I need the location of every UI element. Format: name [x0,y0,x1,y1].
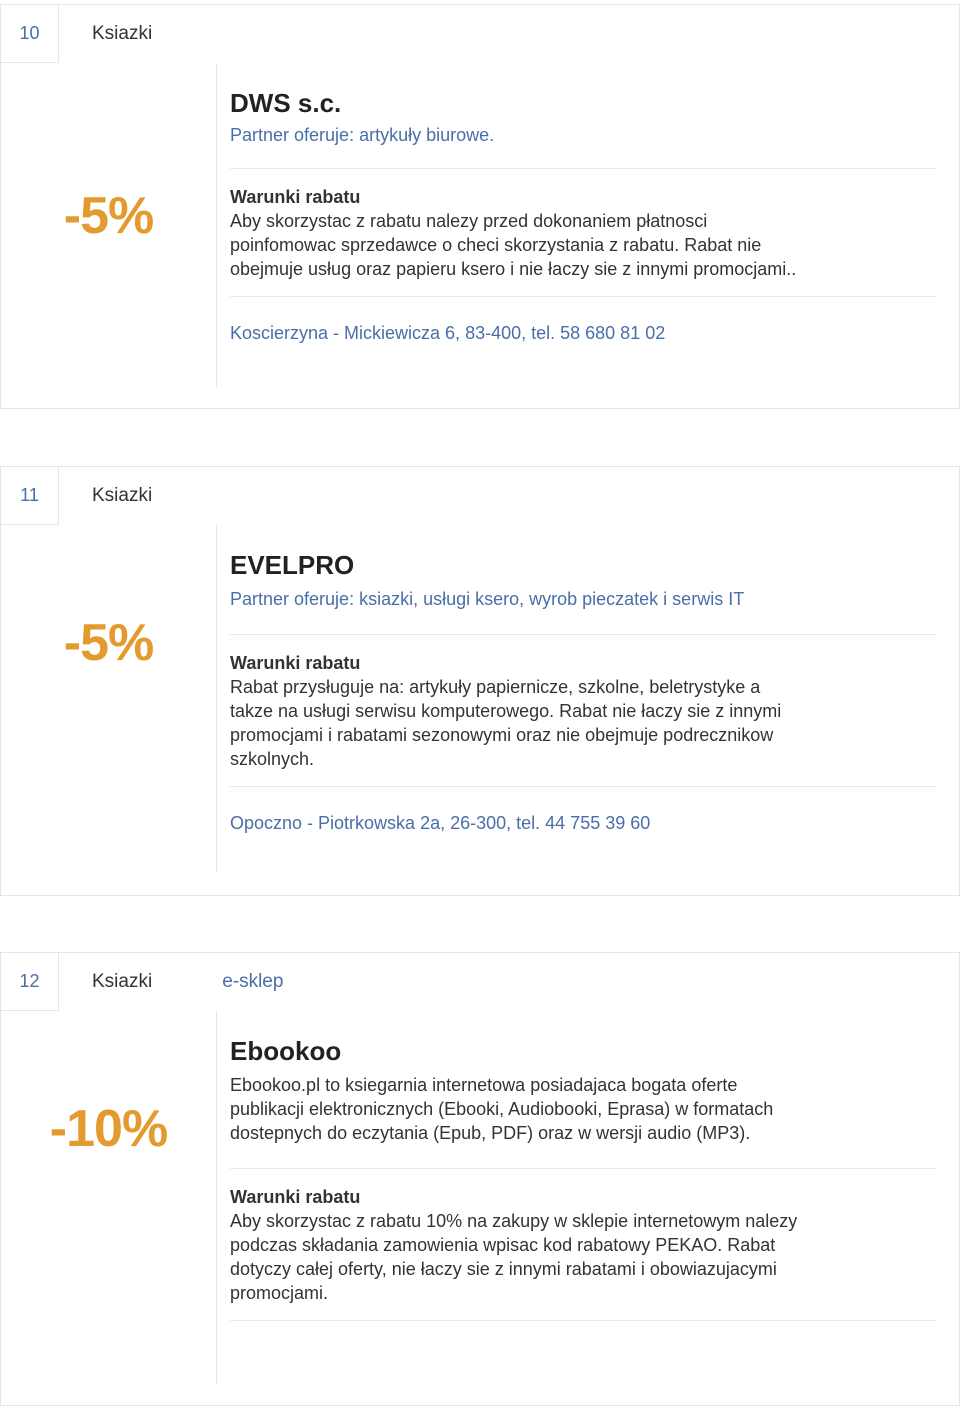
divider [230,1168,936,1169]
partner-name: EVELPRO [230,550,355,580]
partner-offer: Partner oferuje: ksiazki, usługi ksero, wyrob pieczatek i serwis IT [230,589,745,609]
card-header [1,467,959,525]
partner-offer: Ebookoo.pl to ksiegarnia internetowa posiadajaca bogata oferte publikacji elektronicznych (Ebooki, Audiobooki, Eprasa) w formatach dostepnych do eczytania (Epub, PDF) oraz w wersji audio (MP3). [230,1075,774,1143]
partner-card [0,952,960,1406]
discount-value: -10% [49,1099,168,1158]
card-content [216,1011,936,1383]
discount-value: -5% [63,613,154,672]
terms-text: Aby skorzystac z rabatu 10% na zakupy w sklepie internetowym nalezy podczas składania zamowienia wpisac kod rabatowy PEKAO. Rabat dotyczy całej oferty, nie łaczy sie z innymi rabatami i obowiazujacymi promocjami. [230,1211,798,1303]
card-category[interactable]: Ksiazki [92,971,153,992]
card-content [216,525,936,872]
divider [230,1320,936,1321]
divider [230,786,936,787]
card-number: 11 [1,467,59,525]
partner-address: Opoczno - Piotrkowska 2a, 26-300, tel. 44 755 39 60 [230,813,651,833]
discount-column [1,525,216,760]
card-header [1,5,959,63]
terms-title: Warunki rabatu [230,1187,361,1207]
terms-title: Warunki rabatu [230,187,361,207]
card-number: 10 [1,5,59,63]
divider [230,168,936,169]
divider [230,296,936,297]
card-category[interactable]: Ksiazki [92,485,153,506]
card-header [1,953,959,1011]
card-category[interactable]: Ksiazki [92,23,153,44]
card-body [1,63,959,388]
partner-name: Ebookoo [230,1036,342,1066]
terms-text: Rabat przysługuje na: artykuły papiernicze, szkolne, beletrystyke a takze na usługi serwisu komputerowego. Rabat nie łaczy sie z innymi promocjami i rabatami sezonowymi oraz nie obejmuje podrecznikow szkolnych. [230,677,782,769]
partner-card [0,4,960,409]
card-number: 12 [1,953,59,1011]
card-type-link[interactable]: e-sklep [222,971,284,992]
discount-value: -5% [63,186,154,245]
terms-text: Aby skorzystac z rabatu nalezy przed dokonaniem płatnosci poinfomowac sprzedawce o checi skorzystania z rabatu. Rabat nie obejmuje usług oraz papieru ksero i nie łaczy sie z innymi promocjami.. [230,211,797,279]
terms-title: Warunki rabatu [230,653,361,673]
partner-offer: Partner oferuje: artykuły biurowe. [230,125,495,145]
discount-column [1,63,216,368]
card-body [1,1011,959,1383]
card-content [216,63,936,388]
partner-address: Koscierzyna - Mickiewicza 6, 83-400, tel. 58 680 81 02 [230,323,666,343]
partner-name: DWS s.c. [230,88,342,118]
discount-column [1,1011,216,1246]
partner-card [0,466,960,896]
card-body [1,525,959,872]
divider [230,634,936,635]
